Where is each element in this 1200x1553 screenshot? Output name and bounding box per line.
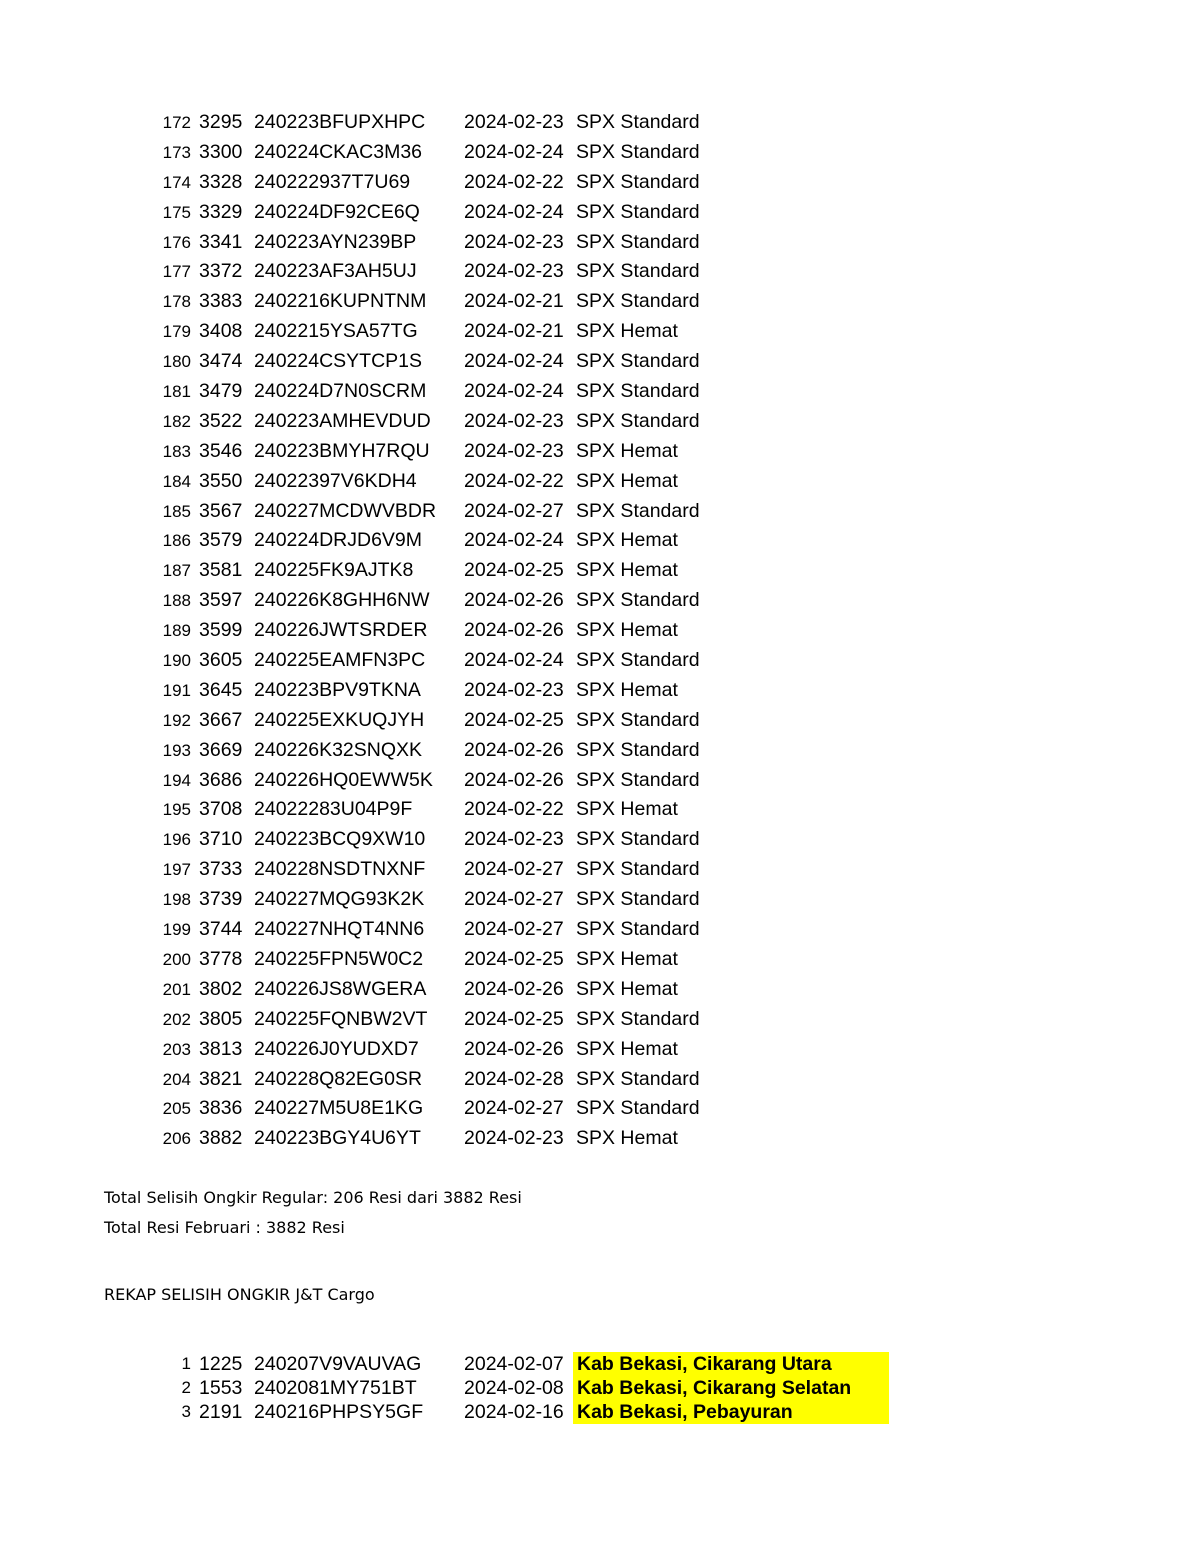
resi-number: 240227MQG93K2K <box>254 888 425 911</box>
order-date: 2024-02-22 <box>464 469 564 492</box>
table-row <box>0 1065 900 1095</box>
row-number: 172 <box>162 113 191 132</box>
order-id: 3882 <box>199 1127 243 1150</box>
resi-number: 240226HQ0EWW5K <box>254 768 433 791</box>
order-id: 3667 <box>199 708 243 731</box>
order-id: 1553 <box>199 1377 243 1399</box>
order-id: 3813 <box>199 1037 243 1060</box>
order-id: 3733 <box>199 858 243 881</box>
table-row <box>0 795 900 825</box>
shipping-service: SPX Standard <box>576 708 700 731</box>
resi-number: 240225EXKUQJYH <box>254 708 425 731</box>
order-id: 3546 <box>199 439 243 462</box>
shipping-service: SPX Standard <box>576 380 700 403</box>
order-id: 3329 <box>199 200 243 223</box>
table-row <box>0 228 900 258</box>
order-date: 2024-02-24 <box>464 350 564 373</box>
shipping-service: SPX Standard <box>576 649 700 672</box>
row-number: 201 <box>162 979 191 999</box>
shipping-service: SPX Standard <box>576 350 700 373</box>
resi-number: 240226K8GHH6NW <box>254 589 430 612</box>
shipping-service: SPX Standard <box>576 888 700 911</box>
order-id: 3710 <box>199 828 243 851</box>
resi-number: 240223AMHEVDUD <box>254 409 431 432</box>
resi-number: 240226JWTSRDER <box>254 619 428 642</box>
row-number: 176 <box>162 232 191 252</box>
order-date: 2024-02-25 <box>464 1007 564 1030</box>
resi-number: 240225FPN5W0C2 <box>254 947 424 970</box>
table-row <box>0 915 900 945</box>
row-number: 180 <box>162 352 191 372</box>
row-number: 173 <box>162 142 191 162</box>
resi-number: 240224DF92CE6Q <box>254 200 420 223</box>
resi-number: 240226JS8WGERA <box>254 977 427 1000</box>
resi-number: 240223BMYH7RQU <box>254 439 430 462</box>
shipping-service: SPX Hemat <box>576 320 678 343</box>
resi-number: 240224CKAC3M36 <box>254 140 423 163</box>
table-row <box>0 736 900 766</box>
order-date: 2024-02-21 <box>464 290 564 313</box>
resi-number: 240224D7N0SCRM <box>254 380 427 403</box>
row-number: 193 <box>162 740 191 760</box>
order-date: 2024-02-26 <box>464 619 564 642</box>
destination-location: Kab Bekasi, Cikarang Utara <box>573 1352 889 1376</box>
shipping-service: SPX Standard <box>576 111 700 133</box>
order-id: 3522 <box>199 409 243 432</box>
order-date: 2024-02-24 <box>464 380 564 403</box>
table-row <box>0 437 900 467</box>
order-date: 2024-02-27 <box>464 888 564 911</box>
row-number: 2 <box>181 1378 191 1397</box>
total-resi-text: Total Resi Februari : 3882 Resi <box>104 1218 345 1237</box>
row-number: 190 <box>162 651 191 671</box>
shipping-service: SPX Hemat <box>576 529 678 552</box>
shipping-service: SPX Standard <box>576 768 700 791</box>
row-number: 199 <box>162 920 191 940</box>
cargo-section-heading: REKAP SELISIH ONGKIR J&T Cargo <box>104 1285 375 1304</box>
row-number: 198 <box>162 890 191 910</box>
order-date: 2024-02-26 <box>464 589 564 612</box>
shipping-service: SPX Hemat <box>576 798 678 821</box>
order-id: 3341 <box>199 230 243 253</box>
row-number: 204 <box>162 1069 191 1089</box>
resi-number: 240225EAMFN3PC <box>254 649 426 672</box>
shipping-service: SPX Standard <box>576 1067 700 1090</box>
order-date: 2024-02-26 <box>464 1037 564 1060</box>
cargo-resi-table <box>0 1352 900 1424</box>
resi-number: 240224CSYTCP1S <box>254 350 423 373</box>
order-id: 3581 <box>199 559 243 582</box>
order-date: 2024-02-23 <box>464 111 564 133</box>
order-date: 2024-02-24 <box>464 140 564 163</box>
order-date: 2024-02-27 <box>464 858 564 881</box>
resi-number: 240226K32SNQXK <box>254 738 423 761</box>
table-row <box>0 168 900 198</box>
table-row <box>0 138 900 168</box>
table-row <box>0 1352 900 1376</box>
row-number: 192 <box>162 710 191 730</box>
resi-number: 240228Q82EG0SR <box>254 1067 423 1090</box>
row-number: 197 <box>162 860 191 880</box>
destination-location: Kab Bekasi, Pebayuran <box>573 1400 889 1424</box>
resi-number: 240223BPV9TKNA <box>254 678 421 701</box>
resi-number: 24022397V6KDH4 <box>254 469 417 492</box>
resi-number: 240225FQNBW2VT <box>254 1007 428 1030</box>
resi-number: 240224DRJD6V9M <box>254 529 423 552</box>
table-row <box>0 556 900 586</box>
order-id: 3479 <box>199 380 243 403</box>
row-number: 1 <box>181 1354 191 1373</box>
table-row <box>0 586 900 616</box>
resi-number: 2402215YSA57TG <box>254 320 418 343</box>
order-id: 3686 <box>199 768 243 791</box>
resi-number: 240228NSDTNXNF <box>254 858 426 881</box>
shipping-service: SPX Hemat <box>576 619 678 642</box>
shipping-service: SPX Hemat <box>576 559 678 582</box>
table-row <box>0 497 900 527</box>
order-id: 3474 <box>199 350 243 373</box>
resi-number: 240227M5U8E1KG <box>254 1097 424 1120</box>
order-date: 2024-02-22 <box>464 170 564 193</box>
table-row <box>0 975 900 1005</box>
row-number: 206 <box>162 1129 191 1149</box>
order-date: 2024-02-26 <box>464 768 564 791</box>
row-number: 194 <box>162 770 191 790</box>
order-id: 3597 <box>199 589 243 612</box>
total-selisih-text: Total Selisih Ongkir Regular: 206 Resi dari 3882 Resi <box>104 1188 522 1207</box>
order-id: 3802 <box>199 977 243 1000</box>
order-id: 2191 <box>199 1401 243 1423</box>
destination-location: Kab Bekasi, Cikarang Selatan <box>573 1376 889 1400</box>
row-number: 196 <box>162 830 191 850</box>
order-date: 2024-02-27 <box>464 1097 564 1120</box>
table-row <box>0 855 900 885</box>
shipping-service: SPX Hemat <box>576 678 678 701</box>
table-row <box>0 1094 900 1124</box>
shipping-service: SPX Hemat <box>576 947 678 970</box>
table-row <box>0 467 900 497</box>
row-number: 185 <box>162 501 191 521</box>
shipping-service: SPX Standard <box>576 230 700 253</box>
row-number: 177 <box>162 262 191 282</box>
order-date: 2024-02-24 <box>464 649 564 672</box>
order-date: 2024-02-27 <box>464 499 564 522</box>
shipping-service: SPX Standard <box>576 499 700 522</box>
order-id: 3821 <box>199 1067 243 1090</box>
resi-number: 240223AYN239BP <box>254 230 417 253</box>
table-row <box>0 676 900 706</box>
order-date: 2024-02-22 <box>464 798 564 821</box>
order-id: 3300 <box>199 140 243 163</box>
row-number: 3 <box>181 1402 191 1421</box>
order-id: 3550 <box>199 469 243 492</box>
shipping-service: SPX Standard <box>576 409 700 432</box>
resi-number: 240227NHQT4NN6 <box>254 918 425 941</box>
order-date: 2024-02-23 <box>464 230 564 253</box>
resi-number: 240216PHPSY5GF <box>254 1401 424 1423</box>
order-id: 3744 <box>199 918 243 941</box>
row-number: 178 <box>162 292 191 312</box>
row-number: 182 <box>162 411 191 431</box>
shipping-service: SPX Standard <box>576 589 700 612</box>
resi-number: 240225FK9AJTK8 <box>254 559 414 582</box>
table-row <box>0 1400 900 1424</box>
resi-number: 24022283U04P9F <box>254 798 413 821</box>
order-id: 3408 <box>199 320 243 343</box>
row-number: 203 <box>162 1039 191 1059</box>
shipping-service: SPX Standard <box>576 260 700 283</box>
table-row <box>0 825 900 855</box>
shipping-service: SPX Standard <box>576 140 700 163</box>
shipping-service: SPX Standard <box>576 918 700 941</box>
order-id: 3805 <box>199 1007 243 1030</box>
resi-number: 240223BCQ9XW10 <box>254 828 426 851</box>
row-number: 205 <box>162 1099 191 1119</box>
order-date: 2024-02-08 <box>464 1377 564 1399</box>
shipping-service: SPX Standard <box>576 1007 700 1030</box>
order-id: 3372 <box>199 260 243 283</box>
resi-number: 2402216KUPNTNM <box>254 290 427 313</box>
shipping-service: SPX Standard <box>576 1097 700 1120</box>
order-id: 3605 <box>199 649 243 672</box>
row-number: 200 <box>162 949 191 969</box>
shipping-service: SPX Standard <box>576 828 700 851</box>
shipping-service: SPX Hemat <box>576 977 678 1000</box>
order-date: 2024-02-27 <box>464 918 564 941</box>
table-row <box>0 945 900 975</box>
table-row <box>0 317 900 347</box>
table-row <box>0 646 900 676</box>
order-date: 2024-02-23 <box>464 409 564 432</box>
order-id: 3739 <box>199 888 243 911</box>
order-id: 3567 <box>199 499 243 522</box>
table-row <box>0 377 900 407</box>
row-number: 195 <box>162 800 191 820</box>
table-row <box>0 1124 900 1154</box>
table-row <box>0 287 900 317</box>
table-row <box>0 1005 900 1035</box>
order-id: 3383 <box>199 290 243 313</box>
order-id: 3778 <box>199 947 243 970</box>
order-id: 3295 <box>199 111 243 133</box>
row-number: 174 <box>162 172 191 192</box>
row-number: 181 <box>162 382 191 402</box>
order-id: 3645 <box>199 678 243 701</box>
resi-number: 240223AF3AH5UJ <box>254 260 417 283</box>
row-number: 191 <box>162 680 191 700</box>
table-row <box>0 198 900 228</box>
order-id: 3708 <box>199 798 243 821</box>
order-date: 2024-02-28 <box>464 1067 564 1090</box>
row-number: 184 <box>162 471 191 491</box>
order-date: 2024-02-25 <box>464 708 564 731</box>
table-row <box>0 616 900 646</box>
order-date: 2024-02-07 <box>464 1353 564 1375</box>
order-date: 2024-02-23 <box>464 260 564 283</box>
row-number: 202 <box>162 1009 191 1029</box>
order-date: 2024-02-25 <box>464 559 564 582</box>
row-number: 186 <box>162 531 191 551</box>
resi-number: 240226J0YUDXD7 <box>254 1037 419 1060</box>
order-date: 2024-02-25 <box>464 947 564 970</box>
order-date: 2024-02-24 <box>464 200 564 223</box>
order-id: 3836 <box>199 1097 243 1120</box>
order-date: 2024-02-23 <box>464 828 564 851</box>
resi-number: 240222937T7U69 <box>254 170 411 193</box>
resi-number: 2402081MY751BT <box>254 1377 417 1399</box>
order-date: 2024-02-21 <box>464 320 564 343</box>
order-date: 2024-02-24 <box>464 529 564 552</box>
table-row <box>0 766 900 796</box>
table-row <box>0 1376 900 1400</box>
order-date: 2024-02-16 <box>464 1401 564 1423</box>
row-number: 183 <box>162 441 191 461</box>
row-number: 189 <box>162 621 191 641</box>
shipping-service: SPX Standard <box>576 200 700 223</box>
table-row <box>0 1035 900 1065</box>
table-row <box>0 885 900 915</box>
order-id: 3599 <box>199 619 243 642</box>
order-id: 1225 <box>199 1353 243 1375</box>
order-id: 3579 <box>199 529 243 552</box>
shipping-service: SPX Hemat <box>576 469 678 492</box>
regular-resi-table <box>0 108 1200 1154</box>
row-number: 179 <box>162 322 191 342</box>
table-row <box>0 407 900 437</box>
resi-number: 240207V9VAUVAG <box>254 1353 422 1375</box>
resi-number: 240223BFUPXHPC <box>254 111 426 133</box>
order-id: 3669 <box>199 738 243 761</box>
row-number: 187 <box>162 561 191 581</box>
table-row <box>0 526 900 556</box>
resi-number: 240227MCDWVBDR <box>254 499 437 522</box>
table-row <box>0 257 900 287</box>
shipping-service: SPX Hemat <box>576 1127 678 1150</box>
shipping-service: SPX Hemat <box>576 439 678 462</box>
table-row <box>0 347 900 377</box>
shipping-service: SPX Standard <box>576 290 700 313</box>
table-row <box>0 706 900 736</box>
row-number: 175 <box>162 202 191 222</box>
order-date: 2024-02-23 <box>464 678 564 701</box>
shipping-service: SPX Hemat <box>576 1037 678 1060</box>
order-date: 2024-02-23 <box>464 1127 564 1150</box>
resi-number: 240223BGY4U6YT <box>254 1127 421 1150</box>
shipping-service: SPX Standard <box>576 170 700 193</box>
order-date: 2024-02-26 <box>464 738 564 761</box>
order-date: 2024-02-26 <box>464 977 564 1000</box>
row-number: 188 <box>162 591 191 611</box>
shipping-service: SPX Standard <box>576 738 700 761</box>
shipping-service: SPX Standard <box>576 858 700 881</box>
table-row <box>0 108 900 138</box>
order-date: 2024-02-23 <box>464 439 564 462</box>
order-id: 3328 <box>199 170 243 193</box>
